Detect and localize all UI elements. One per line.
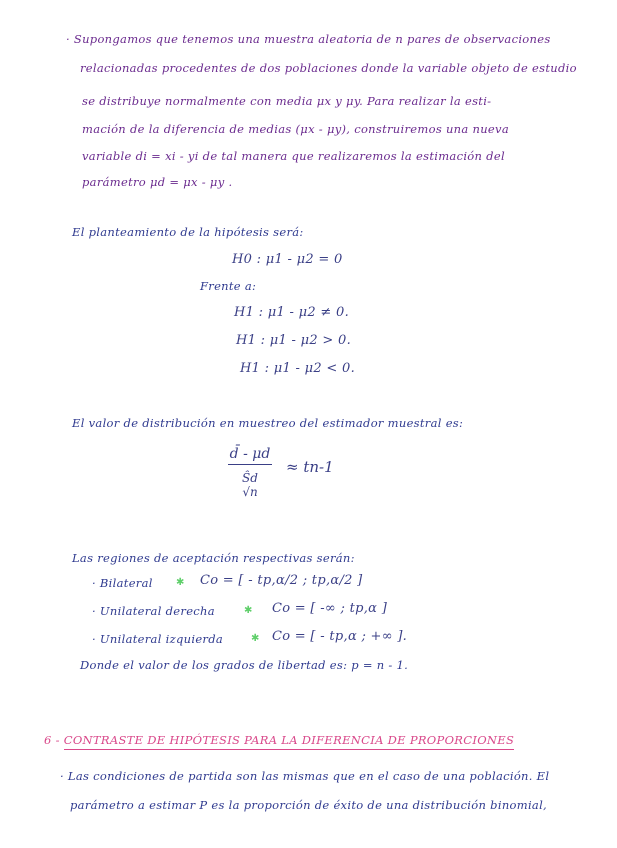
paragraph-line: variable di = xi - yi de tal manera que realizaremos la estimación del	[82, 149, 505, 163]
region-formula-bilateral: Co = [ - tp,α/2 ; tp,α/2 ]	[200, 573, 363, 588]
fraction-denominator-bottom: √n	[242, 485, 258, 499]
section-line: parámetro a estimar P es la proporción de éxito de una distribución binomial,	[70, 798, 548, 812]
hypothesis-intro: El planteamiento de la hipótesis será:	[72, 225, 304, 239]
section-title: CONTRASTE DE HIPÓTESIS PARA LA DIFERENCIA DE PROPORCIONES	[64, 733, 514, 750]
null-hypothesis: H0 : μ1 - μ2 = 0	[232, 252, 343, 267]
star-icon: ✱	[176, 577, 185, 588]
t-distribution-approx: ≈ tn-1	[286, 458, 334, 476]
fraction-denominator-top: Ŝd	[242, 471, 258, 485]
region-formula-left: Co = [ - tp,α ; +∞ ].	[272, 629, 408, 644]
test-statistic-fraction	[228, 446, 272, 499]
section-number: 6 -	[44, 733, 60, 747]
versus-label: Frente a:	[200, 279, 257, 293]
statistic-intro: El valor de distribución en muestreo del estimador muestral es:	[72, 416, 464, 430]
paragraph-line: · Supongamos que tenemos una muestra aleatoria de n pares de observaciones	[66, 32, 551, 46]
paragraph-line: relacionadas procedentes de dos poblaciones donde la variable objeto de estudio	[80, 61, 577, 75]
region-formula-right: Co = [ -∞ ; tp,α ]	[272, 601, 388, 616]
paragraph-line: se distribuye normalmente con media μx y μy. Para realizar la esti-	[82, 94, 492, 108]
regions-intro: Las regiones de aceptación respectivas serán:	[72, 551, 355, 565]
section-line: · Las condiciones de partida son las mismas que en el caso de una población. El	[60, 769, 550, 783]
paragraph-line: parámetro μd = μx - μy .	[82, 175, 233, 189]
degrees-of-freedom-note: Donde el valor de los grados de libertad es: p = n - 1.	[80, 658, 409, 672]
region-label-right: · Unilateral derecha	[92, 604, 215, 618]
star-icon: ✱	[251, 633, 260, 644]
alt-hypothesis-two-sided: H1 : μ1 - μ2 ≠ 0.	[234, 305, 350, 320]
alt-hypothesis-left: H1 : μ1 - μ2 < 0.	[240, 361, 356, 376]
alt-hypothesis-right: H1 : μ1 - μ2 > 0.	[236, 333, 352, 348]
fraction-numerator: d̄ - μd	[228, 446, 272, 465]
region-label-bilateral: · Bilateral	[92, 576, 153, 590]
paragraph-line: mación de la diferencia de medias (μx - μy), construiremos una nueva	[82, 122, 509, 136]
star-icon: ✱	[244, 605, 253, 616]
region-label-left: · Unilateral izquierda	[92, 632, 224, 646]
section-heading	[44, 733, 514, 747]
